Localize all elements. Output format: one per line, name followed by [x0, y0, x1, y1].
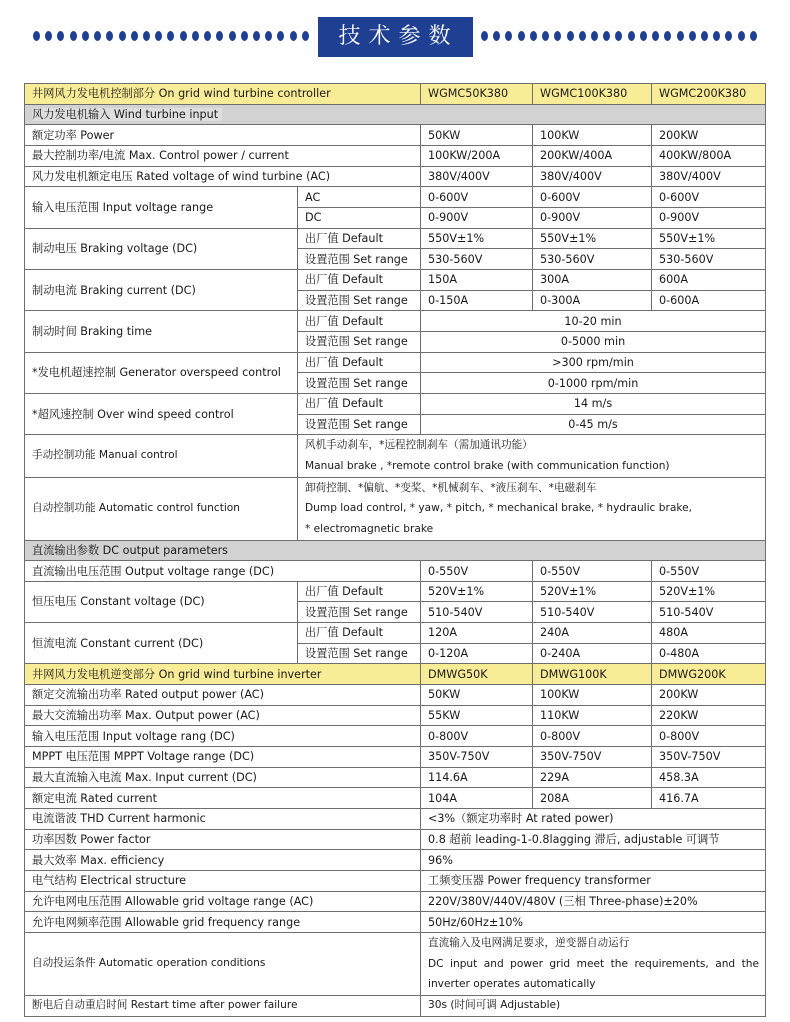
row-label: 最大交流输出功率 Max. Output power (AC) — [25, 705, 421, 726]
value-cell: 30s (时间可调 Adjustable) — [421, 996, 766, 1017]
section-dc-output: 直流输出参数 DC output parameters — [25, 540, 766, 561]
value-cell: 530-560V — [533, 249, 652, 270]
row-label: 制动时间 Braking time — [25, 311, 298, 352]
value-cell: 550V±1% — [652, 228, 766, 249]
model-cell: DMWG100K — [533, 664, 652, 685]
table-row — [25, 829, 766, 850]
sub-label: 设置范围 Set range — [298, 331, 421, 352]
value-cell: 0-150A — [421, 290, 533, 311]
value-cell: 530-560V — [652, 249, 766, 270]
inverter-header-label: 井网风力发电机逆变部分 On grid wind turbine inverter — [25, 664, 421, 685]
inverter-header-row — [25, 664, 766, 685]
automatic-control-value — [298, 477, 766, 540]
sub-label: 出厂值 Default — [298, 269, 421, 290]
value-cell: 510-540V — [533, 602, 652, 623]
value-line: Dump load control, * yaw, * pitch, * mechanical brake, * hydraulic brake, — [305, 502, 692, 515]
sub-label: 出厂值 Default — [298, 228, 421, 249]
table-row — [25, 166, 766, 187]
value-line: 卸荷控制、*偏航、*变桨、*机械刹车、*液压刹车、*电磁刹车 — [305, 481, 597, 494]
value-cell: 380V/400V — [421, 166, 533, 187]
table-row — [25, 228, 766, 249]
value-cell: 530-560V — [421, 249, 533, 270]
value-cell: 380V/400V — [652, 166, 766, 187]
row-label: 最大控制功率/电流 Max. Control power / current — [25, 145, 421, 166]
value-cell: 55KW — [421, 705, 533, 726]
table-row — [25, 187, 766, 208]
sub-label: 设置范围 Set range — [298, 249, 421, 270]
row-label: 恒压电压 Constant voltage (DC) — [25, 581, 298, 622]
section-label: 风力发电机输入 Wind turbine input — [32, 108, 222, 121]
value-cell: 0-600V — [533, 187, 652, 208]
value-cell: 520V±1% — [421, 581, 533, 602]
value-cell: 120A — [421, 623, 533, 644]
value-cell: 0-550V — [421, 561, 533, 582]
table-row — [25, 145, 766, 166]
row-label: 断电后自动重启时间 Restart time after power failure — [25, 996, 421, 1017]
value-cell: 350V-750V — [533, 747, 652, 768]
table-row — [25, 932, 766, 995]
table-row — [25, 912, 766, 933]
value-cell: 0-800V — [533, 726, 652, 747]
value-cell: 10-20 min — [421, 311, 766, 332]
row-label: *超风速控制 Over wind speed control — [25, 393, 298, 434]
row-label: 功率因数 Power factor — [25, 829, 421, 850]
value-cell: 0-600V — [421, 187, 533, 208]
value-line: * electromagnetic brake — [305, 522, 434, 535]
manual-control-value — [298, 435, 766, 477]
value-cell: 0-45 m/s — [421, 414, 766, 435]
value-cell: 工频变压器 Power frequency transformer — [421, 871, 766, 892]
value-cell: 0-1000 rpm/min — [421, 373, 766, 394]
value-cell: 300A — [533, 269, 652, 290]
row-label: 风力发电机额定电压 Rated voltage of wind turbine (AC) — [25, 166, 421, 187]
sub-label: 出厂值 Default — [298, 581, 421, 602]
table-row — [25, 685, 766, 706]
sub-label: 出厂值 Default — [298, 352, 421, 373]
value-cell: 0-550V — [533, 561, 652, 582]
row-label: 允许电网电压范围 Allowable grid voltage range (AC) — [25, 891, 421, 912]
value-cell: 0-600A — [652, 290, 766, 311]
model-cell: DMWG50K — [421, 664, 533, 685]
row-label: 输入电压范围 Input voltage range — [25, 187, 298, 228]
value-cell: 0-300A — [533, 290, 652, 311]
value-cell: 600A — [652, 269, 766, 290]
row-label: 最大效率 Max. efficiency — [25, 850, 421, 871]
row-label: *发电机超速控制 Generator overspeed control — [25, 352, 298, 393]
value-cell: 200KW — [652, 685, 766, 706]
table-row — [25, 871, 766, 892]
value-cell: 350V-750V — [652, 747, 766, 768]
auto-operation-value — [421, 932, 766, 995]
row-label: 允许电网频率范围 Allowable grid frequency range — [25, 912, 421, 933]
dot-divider-right — [481, 31, 757, 41]
value-cell: <3%（额定功率时 At rated power) — [421, 809, 766, 830]
controller-header-row — [25, 84, 766, 105]
sub-label: AC — [298, 187, 421, 208]
value-cell: 0-900V — [533, 207, 652, 228]
sub-label: 设置范围 Set range — [298, 643, 421, 664]
row-label: 直流输出电压范围 Output voltage range (DC) — [25, 561, 421, 582]
sub-label: 出厂值 Default — [298, 311, 421, 332]
value-cell: 110KW — [533, 705, 652, 726]
table-row — [25, 623, 766, 644]
value-cell: 96% — [421, 850, 766, 871]
value-cell: 150A — [421, 269, 533, 290]
sub-label: 出厂值 Default — [298, 623, 421, 644]
table-row — [25, 269, 766, 290]
value-cell: 104A — [421, 788, 533, 809]
value-cell: 0-900V — [652, 207, 766, 228]
section-title-bar — [0, 0, 790, 75]
table-row — [25, 561, 766, 582]
row-label: 制动电压 Braking voltage (DC) — [25, 228, 298, 269]
value-cell: 14 m/s — [421, 393, 766, 414]
value-cell: 0-900V — [421, 207, 533, 228]
value-cell: 200KW/400A — [533, 145, 652, 166]
table-row — [25, 726, 766, 747]
section-row — [25, 104, 766, 125]
value-cell: 114.6A — [421, 767, 533, 788]
value-cell: 50KW — [421, 685, 533, 706]
value-cell: 240A — [533, 623, 652, 644]
table-row — [25, 767, 766, 788]
table-row — [25, 352, 766, 373]
value-cell: 550V±1% — [533, 228, 652, 249]
row-label: 电流谐波 THD Current harmonic — [25, 809, 421, 830]
value-cell: 0-5000 min — [421, 331, 766, 352]
value-cell: 220KW — [652, 705, 766, 726]
sub-label: 设置范围 Set range — [298, 290, 421, 311]
sub-label: 设置范围 Set range — [298, 373, 421, 394]
table-row — [25, 788, 766, 809]
row-label: MPPT 电压范围 MPPT Voltage range (DC) — [25, 747, 421, 768]
sub-label: 出厂值 Default — [298, 393, 421, 414]
value-cell: 50KW — [421, 125, 533, 146]
value-cell: 0-800V — [421, 726, 533, 747]
row-label: 额定电流 Rated current — [25, 788, 421, 809]
table-row — [25, 477, 766, 540]
table-row — [25, 581, 766, 602]
sub-label: 设置范围 Set range — [298, 414, 421, 435]
row-label: 自动控制功能 Automatic control function — [25, 477, 298, 540]
value-cell: 510-540V — [421, 602, 533, 623]
value-cell: 350V-750V — [421, 747, 533, 768]
value-cell: 200KW — [652, 125, 766, 146]
row-label: 自动投运条件 Automatic operation conditions — [25, 932, 421, 995]
value-cell: 0.8 超前 leading-1-0.8lagging 滞后, adjustable 可调节 — [421, 829, 766, 850]
row-label: 输入电压范围 Input voltage rang (DC) — [25, 726, 421, 747]
row-label: 制动电流 Braking current (DC) — [25, 269, 298, 310]
row-label: 最大直流输入电流 Max. Input current (DC) — [25, 767, 421, 788]
model-cell: DMWG200K — [652, 664, 766, 685]
value-cell: 550V±1% — [421, 228, 533, 249]
value-cell: 0-480A — [652, 643, 766, 664]
table-row — [25, 705, 766, 726]
value-cell: 100KW — [533, 685, 652, 706]
row-label: 额定功率 Power — [25, 125, 421, 146]
value-cell: 100KW — [533, 125, 652, 146]
value-cell: 416.7A — [652, 788, 766, 809]
table-row — [25, 850, 766, 871]
value-cell: >300 rpm/min — [421, 352, 766, 373]
table-row — [25, 435, 766, 477]
value-line: Manual brake , *remote control brake (with communication function) — [305, 459, 670, 472]
spec-table — [24, 83, 766, 1017]
table-row — [25, 747, 766, 768]
model-cell: WGMC200K380 — [652, 84, 766, 105]
value-cell: 0-550V — [652, 561, 766, 582]
sub-label: 设置范围 Set range — [298, 602, 421, 623]
section-row — [25, 540, 766, 561]
table-row — [25, 311, 766, 332]
table-row — [25, 891, 766, 912]
table-row — [25, 393, 766, 414]
model-cell: WGMC50K380 — [421, 84, 533, 105]
value-cell: 510-540V — [652, 602, 766, 623]
section-wind-turbine-input — [25, 104, 766, 125]
table-row — [25, 809, 766, 830]
row-label: 手动控制功能 Manual control — [25, 435, 298, 477]
row-label: 恒流电流 Constant current (DC) — [25, 623, 298, 664]
value-line: DC input and power grid meet the requirements, and the inverter operates automatically — [428, 957, 760, 991]
value-cell: 0-120A — [421, 643, 533, 664]
controller-header-label: 井网风力发电机控制部分 On grid wind turbine controller — [25, 84, 421, 105]
value-cell: 220V/380V/440V/480V (三相 Three-phase)±20% — [421, 891, 766, 912]
value-cell: 0-800V — [652, 726, 766, 747]
row-label: 电气结构 Electrical structure — [25, 871, 421, 892]
sub-label: DC — [298, 207, 421, 228]
table-row — [25, 125, 766, 146]
value-cell: 480A — [652, 623, 766, 644]
value-cell: 100KW/200A — [421, 145, 533, 166]
value-cell: 458.3A — [652, 767, 766, 788]
value-line: 风机手动刹车，*远程控制刹车（需加通讯功能） — [305, 439, 533, 452]
dot-divider-left — [33, 31, 309, 41]
value-cell: 520V±1% — [533, 581, 652, 602]
page-title: 技术参数 — [318, 17, 473, 57]
value-cell: 0-600V — [652, 187, 766, 208]
row-label: 额定交流输出功率 Rated output power (AC) — [25, 685, 421, 706]
value-cell: 400KW/800A — [652, 145, 766, 166]
value-cell: 229A — [533, 767, 652, 788]
value-cell: 50Hz/60Hz±10% — [421, 912, 766, 933]
table-row — [25, 996, 766, 1017]
value-cell: 0-240A — [533, 643, 652, 664]
value-line: 直流输入及电网满足要求，逆变器自动运行 — [428, 936, 630, 949]
value-cell: 208A — [533, 788, 652, 809]
model-cell: WGMC100K380 — [533, 84, 652, 105]
value-cell: 520V±1% — [652, 581, 766, 602]
value-cell: 380V/400V — [533, 166, 652, 187]
